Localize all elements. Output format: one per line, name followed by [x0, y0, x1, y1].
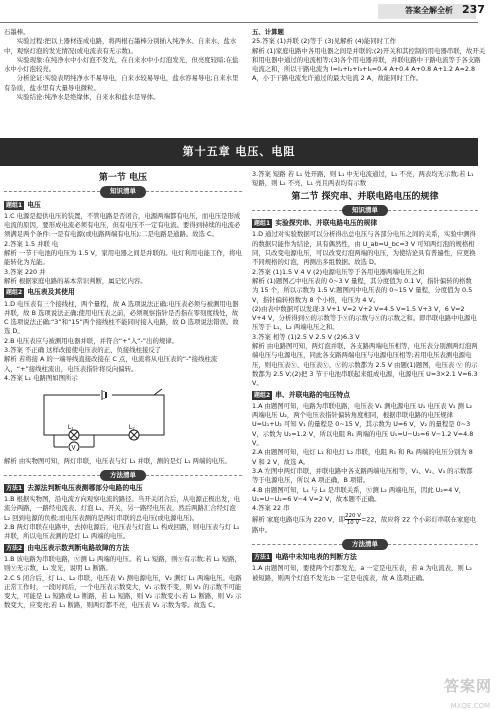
fraction: $\frac{220 V}{10 V}$ — [344, 513, 361, 527]
section-title: 第一节 电压 — [98, 173, 148, 183]
switch — [154, 389, 162, 395]
left-column — [4, 170, 242, 611]
answer: 2.答案 1.5 并联 电 — [4, 239, 59, 248]
answer: (2)由表中数据可以发现:3 V+1 V=2 V+2 V=4.5 V=1.5 V+3 V，6 V=2 V+4 V，分析得到Ⓥ的示数等于Ⓥ的示数与Ⓥ的示数之和。即串联电路中电源电压等于 L₁、L₂ 两端电压之和。 — [252, 304, 477, 332]
answer: 2.答案 (1)1.5 V 4 V (2)电源电压等于各用电器两端电压之和 — [252, 267, 425, 276]
pill-label: 知识清单 — [342, 205, 388, 216]
group-title: 电压表及其使用 — [27, 288, 75, 297]
watermark: 答案网 — [443, 677, 492, 695]
answer: 4.答案 L₁ 电路图如图所示 — [4, 373, 78, 382]
answer: 3.A 左图中两灯串联，并联电路中各支路两端电压相等，V₁、V₂、V₃ 的示数都等于电源电压，所以 A 项正确，B 项错。 — [252, 466, 473, 485]
method-tag: 方法1 — [254, 553, 271, 561]
paragraph: 实验结论:纯净水是绝缘体，自来水和盐水是导体。 — [16, 93, 160, 102]
paragraph: 25.答案 (1)并联 (2)等于 (3)见解析 (4)能同时工作 — [252, 37, 396, 46]
answer: 3.答案 短路 若 L₁ 处开路，则 L₁ 中无电流通过，L₁ 不亮，两表均无示数;若 L₁ 短路，则 L₂ 不亮，L₁ 亮且两表均有示数 — [252, 170, 474, 188]
group-heading — [252, 219, 478, 228]
answer: 解析 若将接 A 的一端导线直接改接在 C 点，电流将从电压表的“-”接线柱流入，“+”接线柱流出，电压表指针将反向偏转。 — [4, 355, 218, 373]
lamp-l1-label: L₁ — [68, 425, 74, 432]
answer: 解析 由电路图可知，两灯泡并联，各支路两端电压相等，电压表分别测两灯泡两端电压与电源电压，同此各支路两端电压与电源电压相等;若用电压表测电源电压，则电压表Ⓥ、电压表Ⓥ、Ⓥ的示数都为 2.5 V 由题(1)题图，电压表 Ⓥ 的示数都为 2.5 V;(2)把 3 节干电池串联起来组成电源，电源电压 U=3×2.1 V=6.3 V。 — [252, 342, 478, 388]
pill-label: 知识清单 — [100, 186, 146, 197]
answer: 2.A 由题图可知，电灯 L₁ 和电灯 L₂ 串联，电阻 R₁ 和 R₂ 两端的电压分别为 8 V 和 2 V，故选 A。 — [252, 448, 473, 466]
method-pill — [4, 470, 242, 481]
answer: 解析 (1)题图乙中电压表的 0~3 V 量程，其分度值为 0.1 V，指针偏转的格数为 15 个，所以示数为 1.5 V;题图丙中电压表的 0~15 V 量程，分度值为 0.5 V，指针偏转格数为 8 个小格，电压为 4 V。 — [252, 276, 473, 304]
svg-text:V: V — [71, 445, 76, 452]
circuit-diagram — [4, 385, 242, 455]
group-tag: 题组1 — [6, 201, 23, 209]
answer — [252, 513, 478, 535]
pill-label: 方法清单 — [100, 470, 146, 481]
answer: 1.B 根据实物图，沿电流方向观察电流的路径。当开关闭合后，从电源正极出发，电流分两路，一路经电流表、灯泡 L₁、开关，另一路经电压表，然后两路汇合经灯泡 L₂ 回到电源的负极;而电压表测的是两灯串联的总电压(或电源电压)。 — [4, 495, 241, 522]
pill-label: 方法清单 — [342, 539, 388, 550]
chapter-rule — [0, 164, 478, 166]
group-tag: 题组2 — [254, 391, 271, 399]
right-top-block — [252, 28, 486, 84]
group-title: 实验探究串、并联电路电压的规律 — [275, 219, 378, 228]
method-tag: 方法1 — [6, 484, 23, 492]
paragraph: 石墨棒。 — [4, 28, 30, 36]
answer: 2.B 电压表应与被测用电器并联，并符合“+”入“-”出的规律。 — [4, 336, 179, 345]
answer: 1.C 电源是提供电压的装置，不管电路是否闭合，电源两端都有电压，而电压是形成电流的原因，要形成电流必须有电压，但有电压不一定有电流。要得到持续的电流必须满足两个条件:一是有电源(或电路两端有电压);二是电路是通路。故选 C。 — [4, 211, 241, 239]
method-title: 电路中未知电表的判断方法 — [275, 552, 357, 561]
watermark-sub: MXQE.COM — [450, 702, 490, 710]
answer-part: 解析 家庭电路电压为 220 V，即 — [252, 515, 345, 524]
method-tag: 方法2 — [6, 544, 23, 552]
knowledge-pill — [4, 186, 242, 197]
right-column — [252, 170, 478, 583]
method-heading — [252, 553, 478, 562]
group-title: 串、并联电路的电压特点 — [275, 390, 350, 399]
answer: 解析 根据家庭电路的基本常识判断，属记忆内容。 — [4, 276, 147, 285]
answer: 2.C S 闭合后，灯 L₁、L₂ 串联，电压表 V₁ 测电源电压，V₂ 测灯 L₁ 两端电压。电路正常工作时，一段时间后，一个电压表示数变大，V₁ 示数不变，则 V₂ 的示数不可能变大，可能是 L₁ 短路或 L₂ 断路，若 L₁ 短路，则 V₂ 示数变小;若 L₂ 断路，则 V₂ 示数变大，应变亮;若 L₁ 断路，则两灯都不亮，电压表 V₂ 示数为零。故选 C。 — [4, 573, 242, 610]
header-rule — [0, 22, 478, 23]
answer: 4.答案 22 串 — [252, 504, 290, 513]
answer: 3.答案 相等 (1)2.5 V 2.5 V (2)6.3 V — [252, 332, 360, 341]
answer: 1.A 由题图可知，电路为串联电路，电压表 V₁ 测电源电压 U₁ 电压表 V₂ 测 L₂ 两端电压 U₂，两个电压表指针偏转角度相同，根据串联电路的电压规律 U=U₁+U₂ 可知 V₁ 的量程是 0~15 V，其示数为 U=6 V，V₂ 的量程是 0~3 V，示数为 U₂=1.2 V，所以电阻 R₁ 两端的电压 U₁=U−U₂=6 V−1.2 V=4.8 V。 — [252, 401, 474, 448]
method-pill — [252, 539, 478, 550]
paragraph: 分析论证:实验表明纯净水不易导电，自来水较易导电，盐水容易导电;自来水里有杂质，盐水里有大量导电微粒。 — [4, 74, 239, 92]
answer: 1.D 通过对实验数据可以分析得出总电压与各部分电压之间的关系，实验中测得的数据只能作为结论，具有偶然性，由 U_ab=U_bc=3 V 可知两灯泡的规格相同，只改变电源电压，可以改变灯泡两端的电压，为使结论具有普遍性，应更换不同规格的灯泡，再测出多组数据。故选 D。 — [252, 230, 476, 267]
header-title: 答案全解全析 — [405, 6, 453, 15]
answer: 解析 由实物图可知，两灯串联，电压表与灯 L₁ 并联，测的是灯 L₁ 两端的电压。 — [4, 457, 231, 466]
chapter-banner — [0, 138, 478, 164]
answer: 解析 一节干电池的电压为 1.5 V，家用电器之间是并联的。电灯利用电能工作，将电能转化为光能。 — [4, 249, 242, 267]
section-heading: 五、计算题 — [252, 28, 284, 36]
answer: 2.B 两灯串联在电路中，去掉电源后，电压表与灯泡 L₁ 构成回路，则电压表与灯 L₁ 并联，所以电压表测的是灯 L₁ 两端的电压。 — [4, 523, 240, 541]
group-heading — [252, 391, 478, 400]
page-number: 237 — [462, 3, 485, 16]
method-title: 去源法判断电压表测哪部分电路的电压 — [27, 483, 143, 492]
answer: 3.答案 220 并 — [4, 267, 46, 276]
left-top-block — [4, 28, 242, 102]
method-title: 由电压表示数判断电路故障的方法 — [27, 543, 130, 552]
paragraph: 解析 (1)家庭电路中各用电器之间是并联的;(2)开关和其控制的用电器串联，故开关和用电器中通过的电流相等;(3)各个用电器并联，并联电路中干路电流等于各支路电流之和，所以干路电流为 I=I₁+I₂+I₃+I₄=0.4 A+0.4 A+0.8 A+1.2 A=2.8 A，小于干路电流允许通过的最大电流 2 A，故能同时工作。 — [252, 46, 486, 83]
answer: 1.A 由题图可知，要使两个灯都发光，a 一定是电压表，若 a 为电流表，则 L₂ 被短路，则两个灯泡不发光;b 一定是电流表，故 A 选项正确。 — [252, 564, 472, 582]
lamp-l2-label: L₂ — [129, 425, 135, 432]
knowledge-pill — [252, 205, 478, 216]
group-tag: 题组2 — [6, 289, 23, 297]
group-heading — [4, 288, 242, 297]
group-tag: 题组1 — [254, 220, 271, 228]
group-title: 电压 — [27, 200, 41, 209]
chapter-title: 第十五章 电压、电阻 — [182, 145, 296, 158]
answer: 1.B 该电路为串联电路，Ⓥ测 L₂ 两端的电压。若 L₁ 短路，则Ⓥ有示数;若 L₂ 短路，则Ⓥ无示数，L₁ 发光，说明 L₂ 断路。 — [4, 554, 241, 573]
answer: 4.B 由题图可知，L₁ 与 L₂ 是串联关系，Ⓥ测 L₂ 两端电压，因此 U₂=4 V，U₁=U−U₂=6 V−4 V=2 V，故本题不正确。 — [252, 485, 466, 503]
answer-part: =22，故应将 22 个小彩灯串联在家庭电路中。 — [252, 515, 477, 535]
paragraph: 实验现象:在纯净水中小灯泡不发光，在自来水中小灯泡发光，但亮度较暗;在盐水中小灯泡较亮。 — [4, 55, 239, 74]
section-title: 第二节 探究串、并联电路电压的规律 — [291, 191, 439, 202]
page-header — [0, 0, 500, 26]
circuit-svg — [34, 385, 194, 451]
answer: 1.D 电压表有三个接线柱，两个量程，故 A 选项说法正确;电压表必须与被测用电器并联，故 B 选项说法正确;使用电压表之前，必须观察指针是否指在零刻度线处，故 C 选项说法正确;“3”和“15”两个接线柱不能同时接入电路，故 D 选项说法错误。故选 D。 — [4, 299, 239, 336]
method-heading — [4, 544, 242, 553]
answer: 3.答案 不正确 这样改接使电压表的正、负接线柱接反了 — [4, 346, 162, 355]
method-heading — [4, 484, 242, 493]
group-heading — [4, 201, 242, 210]
paragraph: 实验过程:把以上器材连成电路，将两根石墨棒分别插入纯净水、自来水、盐水中，观察灯泡的发光情况(或电流表有无示数)。 — [4, 37, 237, 55]
